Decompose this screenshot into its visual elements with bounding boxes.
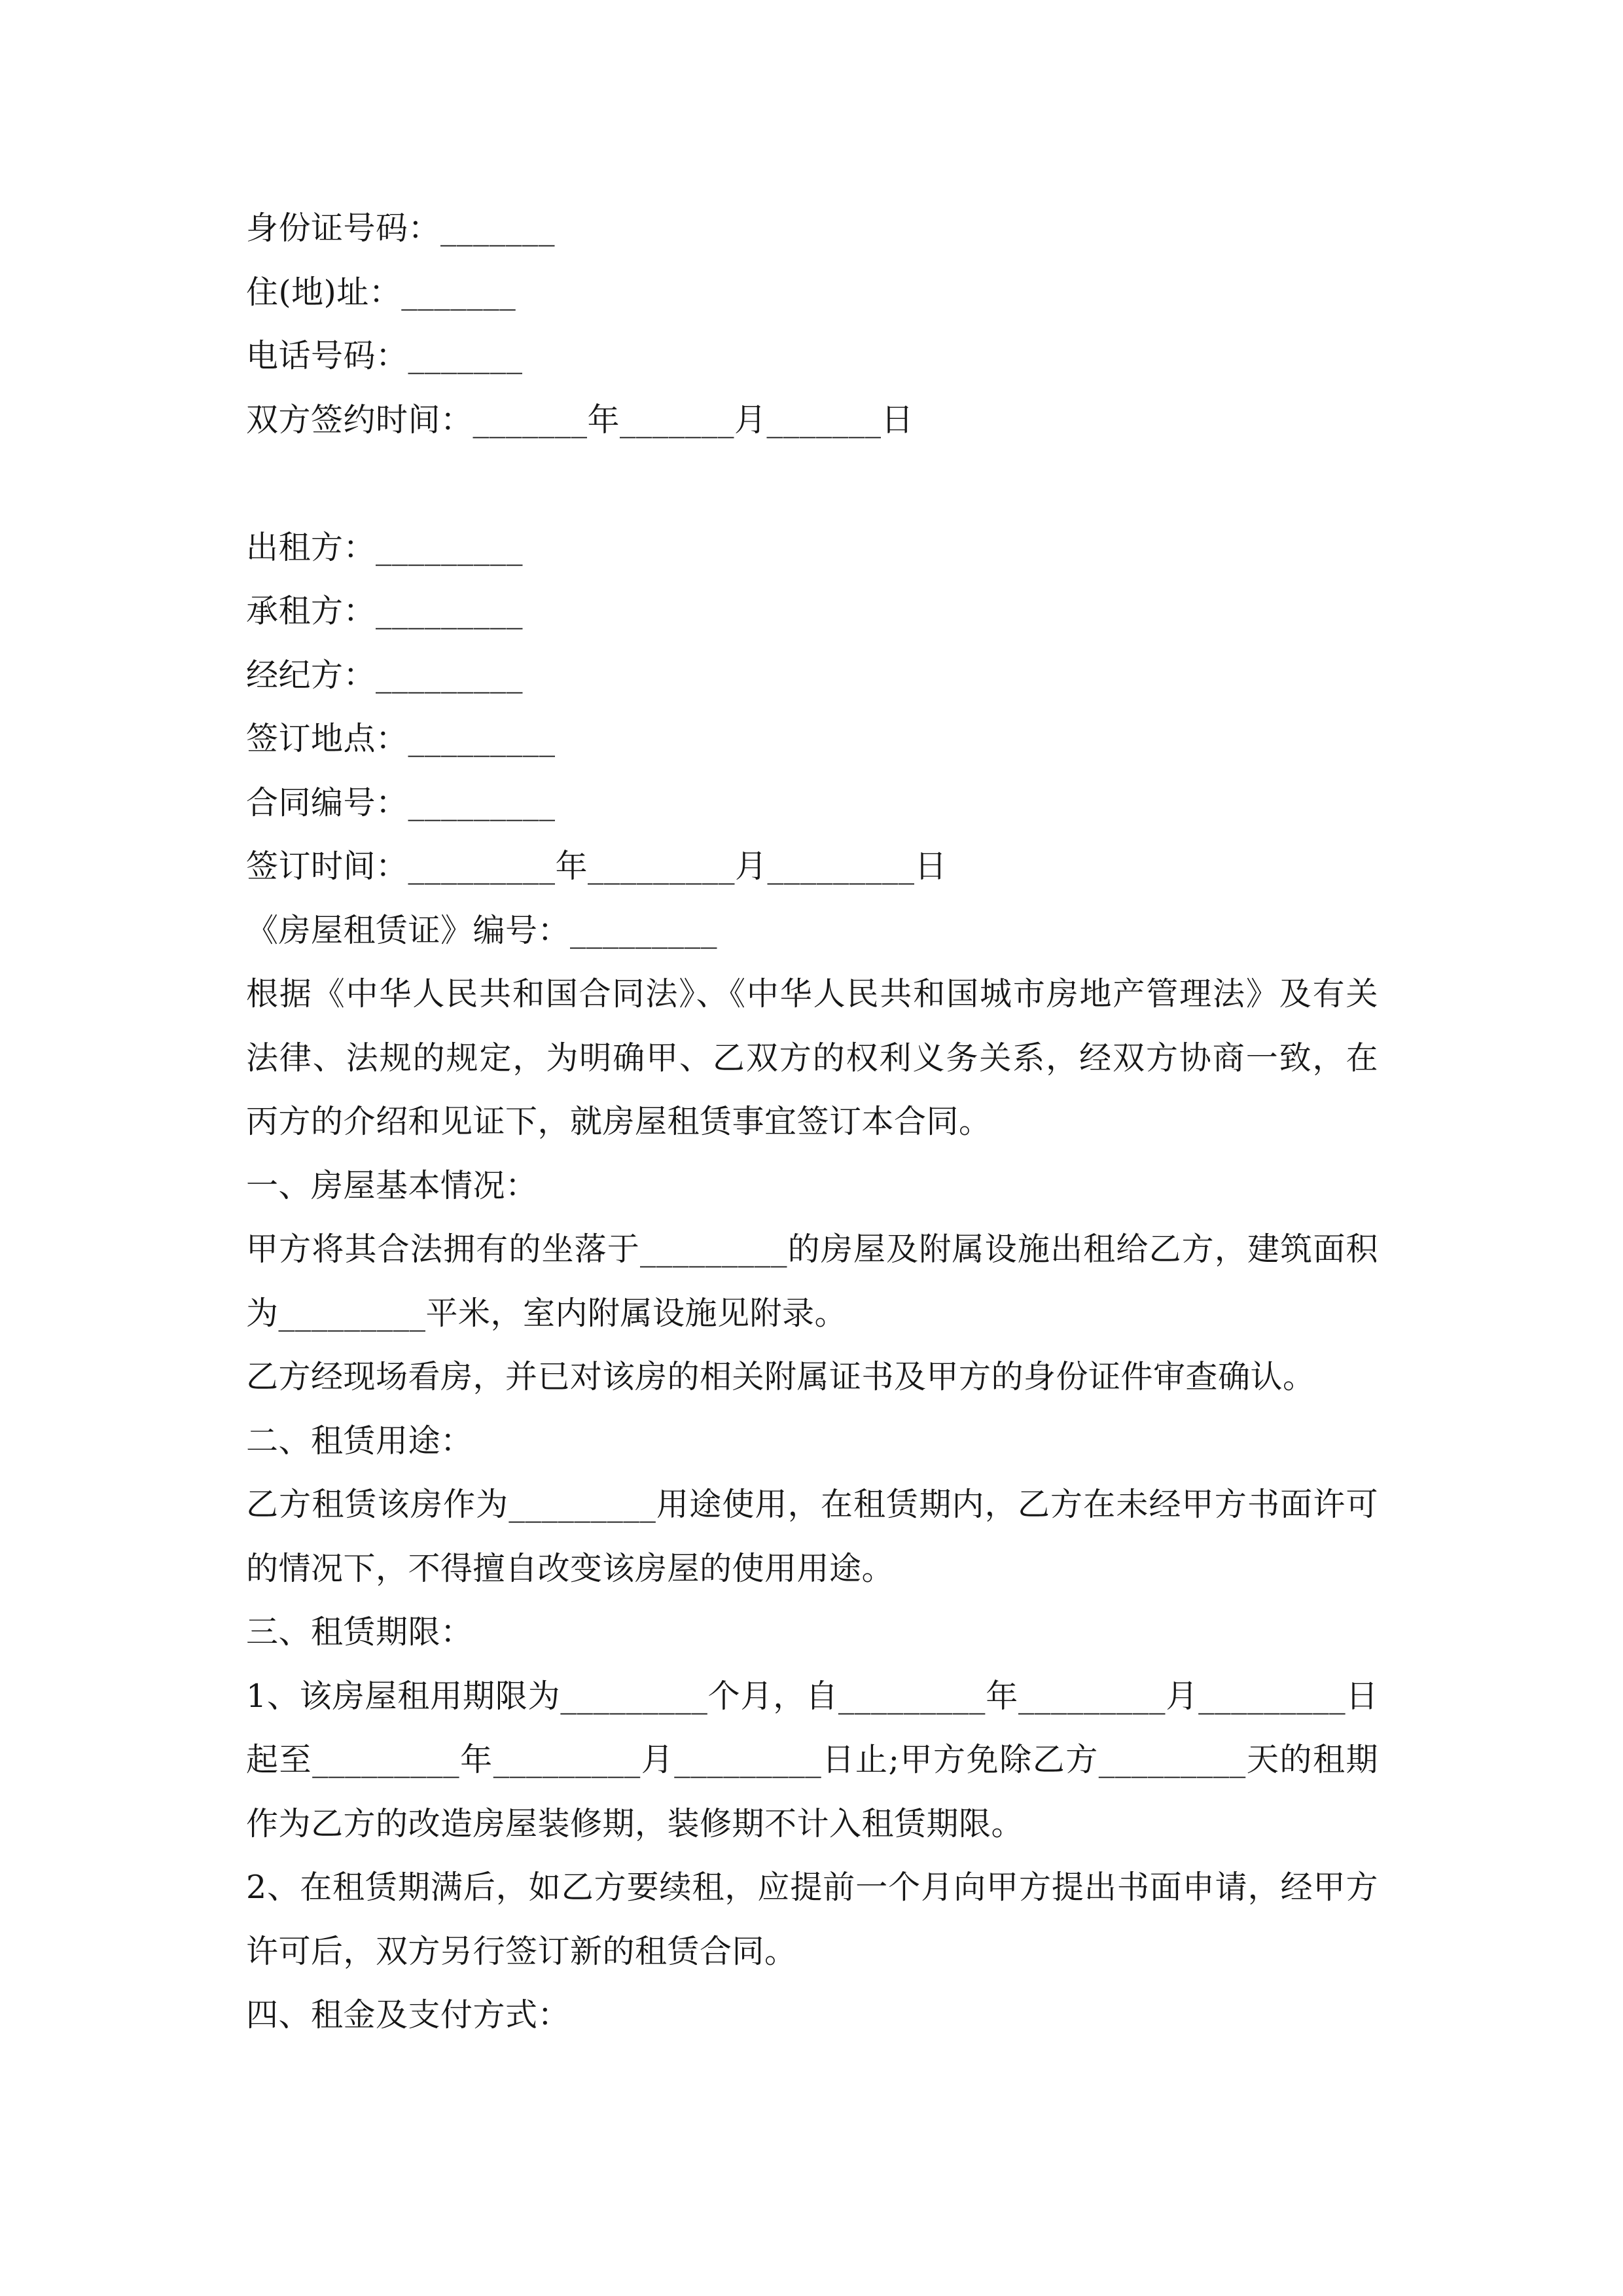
lease-certificate-number-line: 《房屋租赁证》编号：_________ <box>246 911 718 949</box>
section-1-paragraph-1: 甲方将其合法拥有的坐落于_________的房屋及附属设施出租给乙方，建筑面积为_________平米，室内附属设施见附录。 <box>246 1230 1378 1332</box>
lessor-line: 出租方：_________ <box>246 528 524 566</box>
contract-number-line: 合同编号：_________ <box>246 783 556 821</box>
spacer <box>246 452 1378 516</box>
signing-time-line: 签订时间：_________年_________月_________日 <box>246 848 948 885</box>
signing-place-line: 签订地点：_________ <box>246 720 556 757</box>
section-2-paragraph-1: 乙方租赁该房作为_________用途使用，在租赁期内，乙方在未经甲方书面许可的情况下，不得擅自改变该房屋的使用用途。 <box>246 1486 1378 1587</box>
lessee-line: 承租方：_________ <box>246 592 524 630</box>
signing-date-line: 双方签约时间：_______年_______月_______日 <box>246 401 914 439</box>
section-2-heading: 二、租赁用途： <box>246 1422 473 1460</box>
broker-line: 经纪方：_________ <box>246 656 524 694</box>
id-number-line: 身份证号码：_______ <box>246 209 556 247</box>
phone-line: 电话号码：_______ <box>246 337 523 374</box>
section-3-paragraph-2: 2、在租赁期满后，如乙方要续租，应提前一个月向甲方提出书面申请，经甲方许可后，双方另行签订新的租赁合同。 <box>246 1869 1378 1970</box>
address-line: 住(地)址：_______ <box>246 273 516 311</box>
section-3-paragraph-1: 1、该房屋租用期限为_________个月，自_________年_________月_________日起至_________年_________月_________日止;甲方免除乙方_________天的租期作为乙方的改造房屋装修期，装修期不计入租赁期限。 <box>246 1677 1378 1842</box>
intro-paragraph: 根据《中华人民共和国合同法》、《中华人民共和国城市房地产管理法》及有关法律、法规的规定，为明确甲、乙双方的权利义务关系，经双方协商一致，在丙方的介绍和见证下，就房屋租赁事宜签订本合同。 <box>246 975 1378 1140</box>
section-1-paragraph-2: 乙方经现场看房，并已对该房的相关附属证书及甲方的身份证件审查确认。 <box>246 1358 1315 1395</box>
contract-body <box>246 196 1378 2047</box>
section-4-heading: 四、租金及支付方式： <box>246 1996 571 2034</box>
section-3-heading: 三、租赁期限： <box>246 1613 473 1651</box>
section-1-heading: 一、房屋基本情况： <box>246 1166 538 1204</box>
